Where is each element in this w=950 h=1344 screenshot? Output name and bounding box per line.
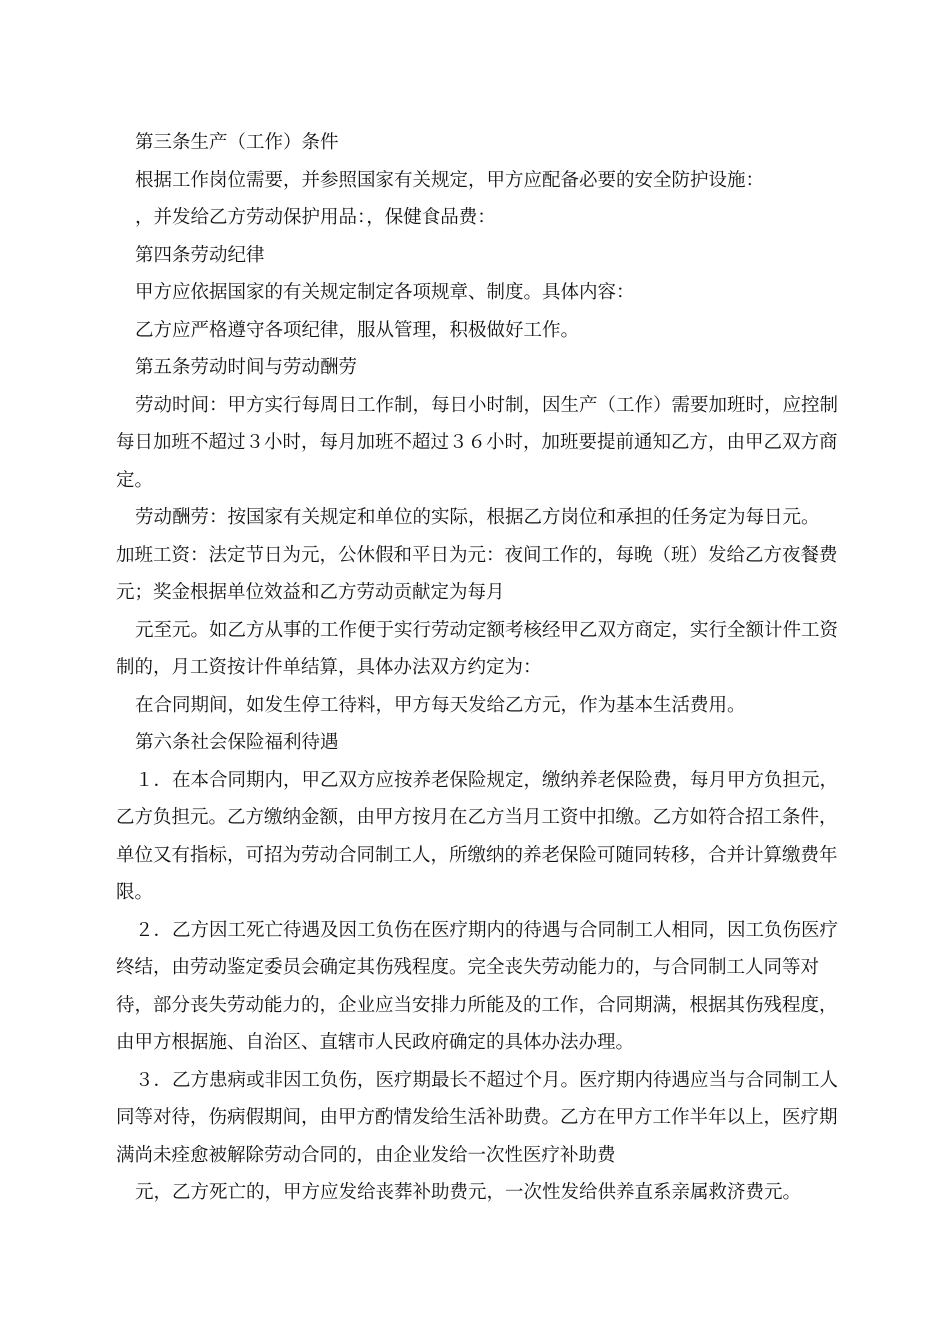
paragraph: 甲方应依据国家的有关规定制定各项规章、制度。具体内容： [135, 282, 635, 303]
paragraph: 劳动酬劳：按国家有关规定和单位的实际，根据乙方岗位和承担的任务定为每日元。 [135, 507, 820, 528]
article-3-heading: 第三条生产（工作）条件 [135, 132, 339, 153]
paragraph: 元，乙方死亡的，甲方应发给丧葬补助费元，一次性发给供养直系亲属救济费元。 [135, 1182, 802, 1203]
article-4-heading: 第四条劳动纪律 [135, 244, 265, 266]
article-6-heading: 第六条社会保险福利待遇 [135, 732, 339, 753]
paragraph: ３．乙方患病或非因工负伤，医疗期最长不超过个月。医疗期内待遇应当与合同制工人同等对待，伤病假期间，由甲方酌情发给生活补助费。乙方在甲方工作半年以上，医疗期满尚未痊愈被解除劳动合同的，由企业发给一次性医疗补助费 [116, 1069, 839, 1166]
paragraph: 加班工资：法定节日为元，公休假和平日为元：夜间工作的，每晚（班）发给乙方夜餐费元；奖金根据单位效益和乙方劳动贡献定为每月 [116, 544, 838, 603]
paragraph: 根据工作岗位需要，并参照国家有关规定，甲方应配备必要的安全防护设施： [135, 169, 765, 191]
paragraph: 元至元。如乙方从事的工作便于实行劳动定额考核经甲乙双方商定，实行全额计件工资制的，月工资按计件单结算，具体办法双方约定为： [116, 619, 839, 678]
paragraph: 乙方应严格遵守各项纪律，服从管理，积极做好工作。 [135, 319, 580, 341]
article-5-heading: 第五条劳动时间与劳动酬劳 [135, 357, 358, 378]
paragraph: ，并发给乙方劳动保护用品：，保健食品费： [135, 207, 496, 228]
paragraph: ２．乙方因工死亡待遇及因工负伤在医疗期内的待遇与合同制工人相同，因工负伤医疗终结，由劳动鉴定委员会确定其伤残程度。完全丧失劳动能力的，与合同制工人同等对待，部分丧失劳动能力的，企业应当安排力所能及的工作，合同期满，根据其伤残程度，由甲方根据施、自治区、直辖市人民政府确定的具体办法办理。 [116, 919, 839, 1053]
paragraph: 在合同期间，如发生停工待料，甲方每天发给乙方元，作为基本生活费用。 [135, 694, 746, 716]
paragraph: 劳动时间：甲方实行每周日工作制，每日小时制，因生产（工作）需要加班时，应控制每日加班不超过３小时，每月加班不超过３６小时，加班要提前通知乙方，由甲乙双方商定。 [116, 394, 839, 491]
paragraph: １．在本合同期内，甲乙双方应按养老保险规定，缴纳养老保险费，每月甲方负担元，乙方负担元。乙方缴纳金额，由甲方按月在乙方当月工资中扣缴。乙方如符合招工条件，单位又有指标，可招为劳动合同制工人，所缴纳的养老保险可随同转移，合并计算缴费年限。 [116, 769, 839, 903]
document-body [116, 124, 840, 1212]
